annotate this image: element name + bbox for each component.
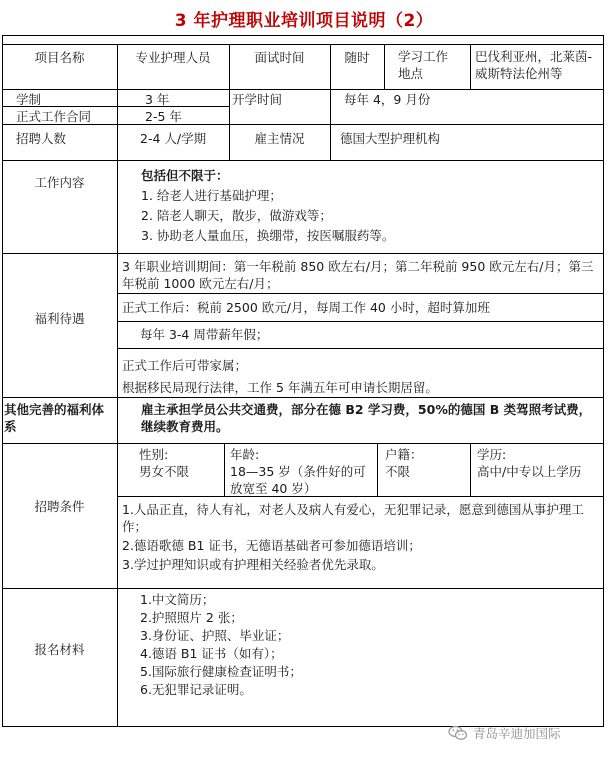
material-item: 6.无犯罪记录证明。 — [140, 682, 252, 697]
age-value: 18—35 岁（条件好的可放宽至 40 岁） — [230, 464, 366, 496]
study-location-label: 学习工作地点 — [398, 49, 449, 81]
col-divider — [384, 44, 385, 89]
col-divider — [330, 124, 331, 160]
contract-label: 正式工作合同 — [16, 109, 92, 124]
interview-time-label: 面试时间 — [254, 50, 305, 65]
col-divider — [470, 443, 471, 496]
row-divider — [117, 321, 604, 322]
row-divider — [117, 348, 604, 349]
row-divider — [2, 124, 604, 125]
col-divider — [330, 89, 331, 124]
work-item: 3. 协助老人量血压，换绷带，按医嘱服药等。 — [141, 228, 395, 243]
hukou-label: 户籍： — [385, 447, 423, 462]
materials-label: 报名材料 — [34, 642, 85, 657]
requirement-item: 2.德语歌德 B1 证书，无德语基础者可参加德语培训； — [122, 538, 421, 553]
row-divider — [2, 89, 604, 90]
employer-value: 德国大型护理机构 — [340, 131, 441, 146]
row-divider — [2, 588, 604, 589]
gender-value: 男女不限 — [139, 464, 190, 479]
row-divider — [2, 160, 604, 161]
watermark — [448, 724, 561, 742]
recruit-count-value: 2-4 人/学期 — [140, 131, 207, 146]
contract-value: 2-5 年 — [145, 109, 182, 124]
watermark-text: 青岛辛迪加国际 — [473, 726, 561, 741]
col-divider — [117, 124, 118, 160]
employer-label: 雇主情况 — [254, 131, 305, 146]
material-item: 3.身份证、护照、毕业证； — [140, 628, 290, 643]
recruit-count-label: 招聘人数 — [16, 131, 67, 146]
other-benefits-value: 雇主承担学员公共交通费，部分在德 B2 学习费，50%的德国 B 类驾照考试费，继续教育费用。 — [141, 402, 592, 434]
start-time-value: 每年 4，9 月份 — [344, 92, 431, 107]
material-item: 4.德语 B1 证书（如有）； — [140, 646, 283, 661]
material-item: 5.国际旅行健康检查证明书； — [140, 664, 302, 679]
age-label: 年龄: — [230, 447, 260, 462]
benefit-family: 正式工作后可带家属； — [122, 358, 248, 373]
project-name-value: 专业护理人员 — [135, 50, 211, 65]
row-divider — [2, 44, 604, 45]
project-name-label: 项目名称 — [34, 50, 85, 65]
benefit-formal-pay: 正式工作后：税前 2500 欧元/月，每周工作 40 小时，超时算加班 — [122, 300, 490, 315]
interview-time-value: 随时 — [344, 50, 370, 65]
requirement-item: 3.学过护理知识或有护理相关经验者优先录取。 — [122, 557, 384, 572]
benefit-residence: 根据移民局现行法律，工作 5 年满五年可申请长期居留。 — [122, 380, 438, 395]
col-divider — [224, 443, 225, 496]
education-label: 学历: — [477, 447, 507, 462]
duration-label: 学制 — [16, 92, 42, 107]
work-item: 1. 给老人进行基础护理； — [141, 188, 282, 203]
col-divider — [377, 443, 378, 496]
start-time-label: 开学时间 — [232, 92, 283, 107]
col-divider — [470, 44, 471, 89]
material-item: 1.中文简历； — [140, 592, 215, 607]
education-value: 高中/中专以上学历 — [477, 464, 582, 479]
gender-label: 性别: — [139, 447, 169, 462]
material-item: 2.护照照片 2 张； — [140, 610, 243, 625]
col-divider — [117, 397, 118, 443]
benefits-label: 福利待遇 — [34, 311, 85, 326]
row-divider — [2, 397, 604, 398]
hukou-value: 不限 — [385, 464, 411, 479]
work-item: 2. 陪老人聊天，散步，做游戏等； — [141, 208, 332, 223]
row-divider — [2, 443, 604, 444]
benefit-training-pay: 3 年职业培训期间：第一年税前 850 欧左右/月；第二年税前 950 欧元左右/月；第三年税前 1000 欧元左右/月； — [122, 259, 594, 291]
study-location-value: 巴伐利亚州，北莱茵-威斯特法伦州等 — [475, 49, 593, 81]
row-divider — [2, 253, 604, 254]
duration-value: 3 年 — [145, 92, 170, 107]
other-benefits-label: 其他完善的福利体系 — [4, 402, 105, 434]
row-divider — [117, 293, 604, 294]
page-title: 3 年护理职业培训项目说明（2） — [174, 11, 434, 31]
table-border-right — [603, 35, 604, 727]
table-border-left — [2, 35, 3, 727]
requirements-label: 招聘条件 — [34, 499, 85, 514]
col-divider — [117, 443, 118, 727]
work-content-intro: 包括但不限于： — [141, 168, 229, 183]
wechat-icon — [448, 725, 468, 741]
table-border-top — [2, 35, 604, 36]
requirement-item: 1.人品正直，待人有礼，对老人及病人有爱心，无犯罪记录，愿意到德国从事护理工作； — [122, 502, 584, 534]
work-content-label: 工作内容 — [34, 175, 85, 190]
col-divider — [117, 160, 118, 397]
benefit-vacation: 每年 3-4 周带薪年假； — [140, 327, 269, 342]
